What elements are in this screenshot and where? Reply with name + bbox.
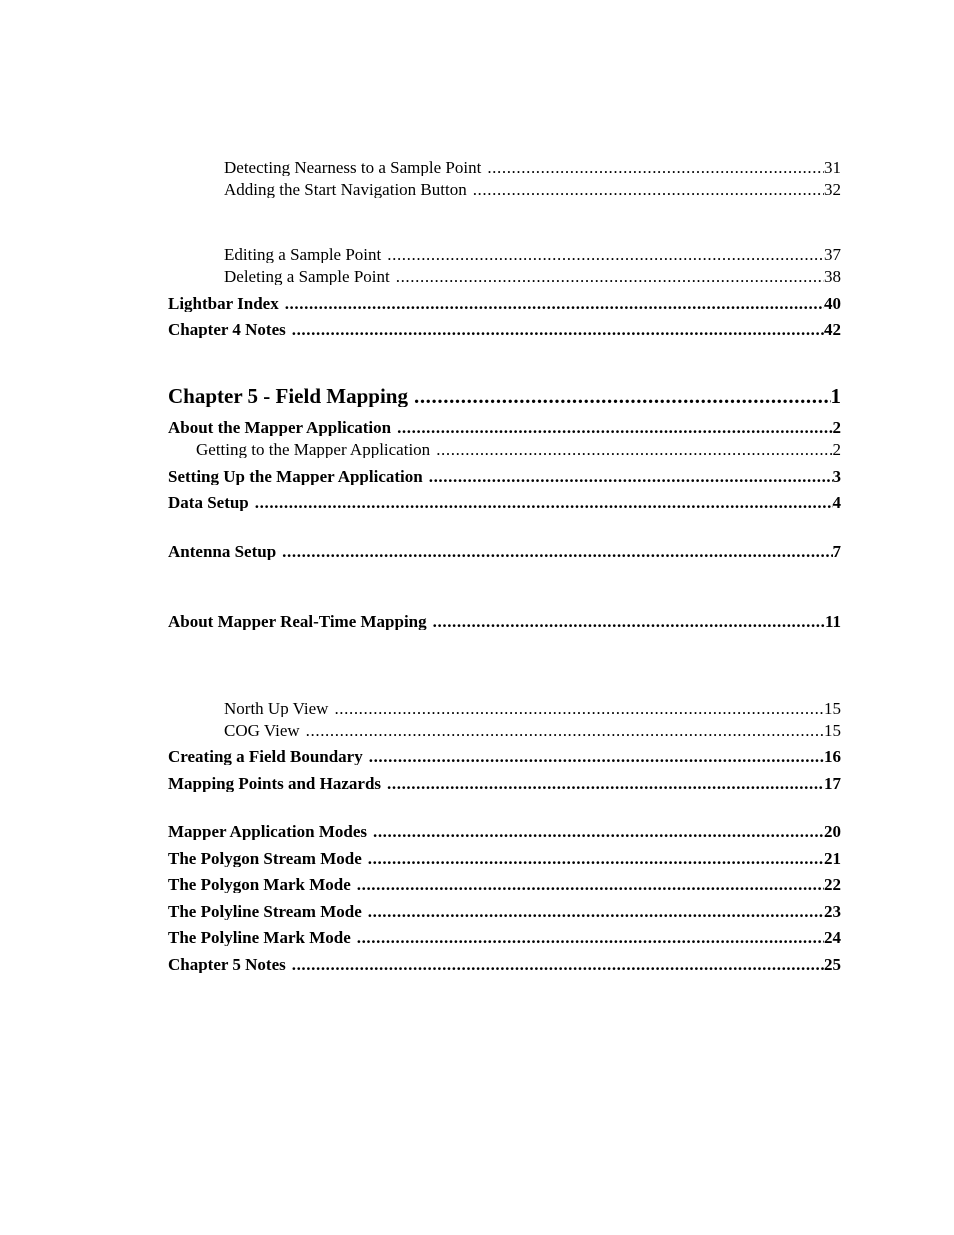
toc-dot-leader [487,159,824,176]
toc-entry-label: Chapter 5 Notes [168,956,286,973]
toc-dot-leader [396,268,824,285]
toc-page-number: 31 [824,159,841,176]
toc-entry-field-boundary[interactable] [168,748,841,765]
toc-entry-label: About the Mapper Application [168,419,392,436]
toc-page-number: 20 [824,823,841,840]
toc-entry-polyline-mark-mode[interactable] [168,929,841,946]
toc-page-number: 2 [832,441,841,458]
toc-dot-leader [436,441,832,458]
toc-page-number: 17 [824,775,841,792]
toc-entry-data-setup[interactable] [168,494,841,511]
toc-page-number: 11 [824,613,841,630]
toc-entry-start-navigation-button[interactable] [224,181,841,198]
toc-entry-label: The Polyline Mark Mode [168,929,351,946]
toc-entry-label: Deleting a Sample Point [224,268,390,285]
toc-entry-label: COG View [224,722,300,739]
toc-entry-editing-sample-point[interactable] [224,246,841,263]
toc-page-number: 38 [824,268,841,285]
toc-entry-label: Adding the Start Navigation Button [224,181,467,198]
toc-page-number: 16 [824,748,841,765]
toc-dot-leader [255,494,833,511]
toc-page-number: 2 [832,419,841,436]
toc-entry-chapter-4-notes[interactable] [168,321,841,338]
toc-entry-label: Antenna Setup [168,543,277,560]
toc-dot-leader [368,903,824,920]
toc-entry-north-up-view[interactable] [224,700,841,717]
toc-entry-polyline-stream-mode[interactable] [168,903,841,920]
toc-entry-label: Chapter 5 - Field Mapping [168,386,408,407]
toc-entry-detecting-nearness[interactable] [224,159,841,176]
toc-entry-chapter-5[interactable] [168,386,841,407]
toc-page-number: 15 [824,700,841,717]
toc-entry-label: Mapping Points and Hazards [168,775,382,792]
toc-dot-leader [429,468,833,485]
toc-dot-leader [292,321,824,338]
toc-entry-points-hazards[interactable] [168,775,841,792]
toc-entry-label: The Polygon Mark Mode [168,876,351,893]
toc-dot-leader [387,246,824,263]
toc-entry-polygon-mark-mode[interactable] [168,876,841,893]
toc-entry-setting-up-mapper[interactable] [168,468,841,485]
toc-page-number: 21 [824,850,841,867]
toc-entry-label: Detecting Nearness to a Sample Point [224,159,482,176]
toc-page-number: 4 [832,494,841,511]
toc-page-number: 15 [824,722,841,739]
toc-entry-label: Setting Up the Mapper Application [168,468,423,485]
toc-dot-leader [387,775,824,792]
toc-entry-label: Mapper Application Modes [168,823,367,840]
toc-dot-leader [357,876,824,893]
toc-page-number: 22 [824,876,841,893]
toc-entry-getting-to-mapper[interactable] [196,441,841,458]
toc-dot-leader [369,748,824,765]
toc-entry-deleting-sample-point[interactable] [224,268,841,285]
toc-page-number: 40 [824,295,841,312]
toc-page-number: 25 [824,956,841,973]
toc-page-number: 1 [830,386,841,407]
toc-entry-label: Chapter 4 Notes [168,321,286,338]
toc-entry-label: The Polyline Stream Mode [168,903,362,920]
toc-entry-label: Data Setup [168,494,249,511]
toc-entry-label: Lightbar Index [168,295,279,312]
toc-entry-application-modes[interactable] [168,823,841,840]
toc-dot-leader [397,419,832,436]
toc-dot-leader [433,613,825,630]
toc-dot-leader [368,850,824,867]
toc-entry-real-time-mapping[interactable] [168,613,841,630]
toc-dot-leader [306,722,824,739]
toc-page-number: 3 [832,468,841,485]
toc-page-number: 32 [824,181,841,198]
toc-page-number: 23 [824,903,841,920]
toc-page-number: 37 [824,246,841,263]
toc-entry-antenna-setup[interactable] [168,543,841,560]
toc-dot-leader [282,543,832,560]
toc-page-number: 7 [832,543,841,560]
toc-dot-leader [414,386,831,407]
toc-entry-polygon-stream-mode[interactable] [168,850,841,867]
toc-entry-lightbar-index[interactable] [168,295,841,312]
toc-page-number: 42 [824,321,841,338]
toc-entry-about-mapper-application[interactable] [168,419,841,436]
toc-dot-leader [357,929,824,946]
toc-entry-chapter-5-notes[interactable] [168,956,841,973]
toc-entry-label: Creating a Field Boundary [168,748,363,765]
toc-entry-label: North Up View [224,700,329,717]
toc-dot-leader [373,823,824,840]
toc-entry-label: Editing a Sample Point [224,246,382,263]
toc-page-number: 24 [824,929,841,946]
toc-entry-cog-view[interactable] [224,722,841,739]
toc-dot-leader [285,295,824,312]
toc-entry-label: Getting to the Mapper Application [196,441,431,458]
toc-entry-label: The Polygon Stream Mode [168,850,362,867]
toc-dot-leader [292,956,824,973]
toc-entry-label: About Mapper Real-Time Mapping [168,613,427,630]
toc-dot-leader [334,700,824,717]
toc-dot-leader [473,181,824,198]
